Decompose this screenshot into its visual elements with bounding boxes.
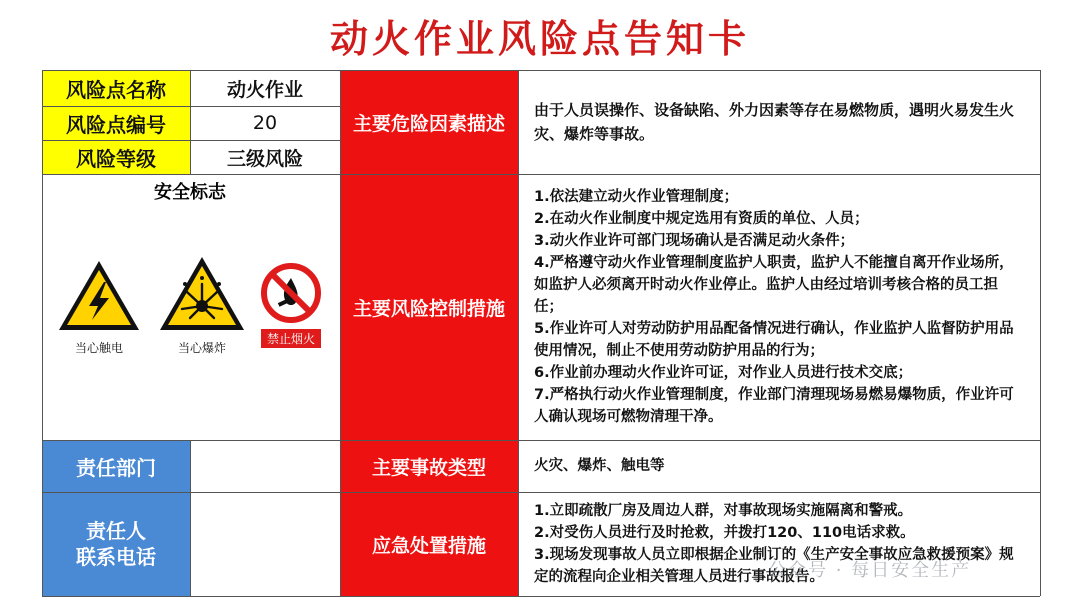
emergency-item: 3.现场发现事故人员立即根据企业制订的《生产安全事故应急救援预案》规定的流程向企业相关管理人员进行事故报告。	[534, 547, 1014, 585]
contact-label-line: 责任人	[86, 519, 146, 543]
hazard-label: 主要危险因素描述	[340, 70, 518, 174]
table-border	[42, 140, 340, 141]
table-border	[518, 70, 519, 596]
emergency-label: 应急处置措施	[340, 492, 518, 596]
risk-name-label: 风险点名称	[42, 70, 190, 106]
sign-caption: 当心爆炸	[177, 341, 226, 355]
contact-label	[42, 492, 190, 596]
accident-type-label: 主要事故类型	[340, 440, 518, 492]
contact-label-line: 联系电话	[76, 545, 156, 569]
table-border	[42, 596, 1040, 597]
no-fire-prohibition-icon	[260, 262, 322, 324]
table-border	[1040, 70, 1041, 596]
contact-value	[190, 492, 340, 596]
risk-name-value: 动火作业	[190, 70, 340, 106]
accident-text: 火灾、爆炸、触电等	[534, 458, 665, 474]
risk-level-value: 三级风险	[190, 140, 340, 174]
hazard-description	[518, 70, 1040, 174]
control-item: 1.依法建立动火作业管理制度；	[534, 189, 739, 205]
electric-shock-warning-icon	[56, 258, 142, 334]
table-border	[42, 70, 43, 596]
table-border	[42, 492, 1040, 493]
accident-type-value	[518, 440, 1040, 492]
control-item: 2.在动火作业制度中规定选用有资质的单位、人员；	[534, 211, 869, 227]
control-measures-label: 主要风险控制措施	[340, 174, 518, 440]
sign-caption: 当心触电	[74, 341, 123, 355]
table-border	[42, 174, 1040, 175]
emergency-item: 2.对受伤人员进行及时抢救，并拨打120、110电话求救。	[534, 525, 915, 541]
responsible-dept-value	[190, 440, 340, 492]
explosion-warning-icon	[157, 254, 247, 334]
control-measures-list	[518, 174, 1040, 440]
watermark: 公众号 · 每日安全生产	[768, 560, 972, 581]
table-border	[340, 70, 341, 596]
emergency-item: 1.立即疏散厂房及周边人群，对事故现场实施隔离和警戒。	[534, 503, 913, 519]
table-border	[42, 440, 1040, 441]
risk-number-label: 风险点编号	[42, 106, 190, 140]
control-item: 4.严格遵守动火作业管理制度监护人职责，监护人不能擅自离开作业场所，如监护人必须离开时动火作业停止。监护人由经过培训考核合格的员工担任；	[534, 255, 1014, 315]
risk-level-label: 风险等级	[42, 140, 190, 174]
sign-no-fire	[258, 262, 324, 348]
table-border	[190, 440, 191, 596]
table-border	[190, 70, 191, 174]
sign-caption: 禁止烟火	[261, 329, 321, 348]
risk-number-value: 20	[190, 106, 340, 140]
sign-explosion	[156, 254, 248, 356]
safety-signs-title: 安全标志	[154, 182, 226, 203]
control-item: 5.作业许可人对劳动防护用品配备情况进行确认，作业监护人监督防护用品使用情况，制止不使用劳动防护用品的行为；	[534, 321, 1014, 359]
table-border	[42, 106, 340, 107]
table-border	[42, 70, 1040, 71]
card-title: 动火作业风险点告知卡	[329, 17, 750, 61]
control-item: 7.严格执行动火作业管理制度，作业部门清理现场易燃易爆物质，作业许可人确认现场可燃物清理干净。	[534, 387, 1014, 425]
responsible-dept-label: 责任部门	[42, 440, 190, 492]
control-item: 6.作业前办理动火作业许可证，对作业人员进行技术交底；	[534, 365, 913, 381]
hazard-text: 由于人员误操作、设备缺陷、外力因素等存在易燃物质，遇明火易发生火灾、爆炸等事故。	[534, 101, 1015, 143]
control-item: 3.动火作业许可部门现场确认是否满足动火条件；	[534, 233, 855, 249]
sign-electric-shock	[54, 258, 144, 356]
